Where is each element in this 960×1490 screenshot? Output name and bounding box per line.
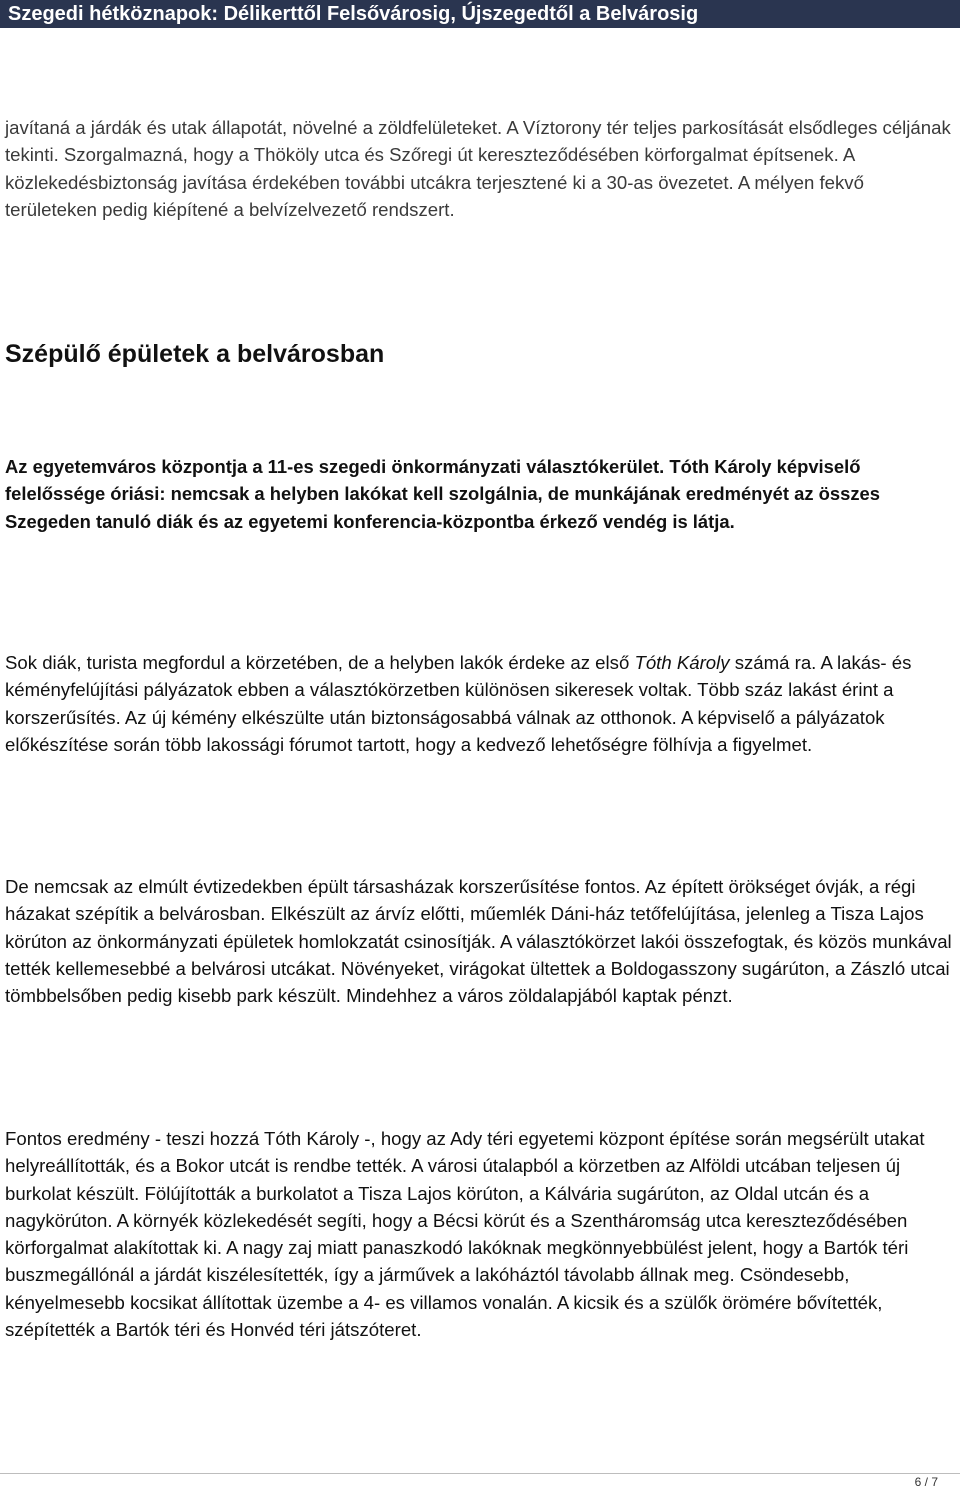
lead-paragraph: Az egyetemváros központja a 11-es szegedi önkormányzati választókerület. Tóth Károly képviselő felelőssége óriási: nemcsak a helyben lakókat kell szolgálnia, de munkájának eredményét az összes Szegeden tanuló diák és az egyetemi konferencia-központba érkező vendég is látja. — [5, 456, 880, 532]
footer-divider — [0, 1473, 960, 1474]
intro-paragraph: javítaná a járdák és utak állapotát, növelné a zöldfelületeket. A Víztorony tér teljes parkosítását elsődleges céljának tekinti. Szorgalmazná, hogy a Thököly utca és Szőregi út kereszteződésében körforgalmat építsenek. A közlekedésbiztonság javítása érdekében további utcákra terjesztené ki a 30-as övezetet. A mélyen fekvő területeken pedig kiépítené a belvízelvezető rendszert. — [5, 117, 951, 220]
paragraph-3: De nemcsak az elmúlt évtizedekben épült társasházak korszerűsítése fontos. Az épített örökséget óvják, a régi házakat szépítik a belvárosban. Elkészült az árvíz előtti, műemlék Dáni-ház tetőfelújítása, jelenleg a Tisza Lajos körúton az önkormányzati épületek homlokzatát csinosítják. A választókörzet lakói összefogtak, és közös munkával tették kellemesebbé a belvárosi utcákat. Növényeket, virágokat ültettek a Boldogasszony sugárúton, a Zászló utcai tömbbelsőben pedig kisebb park készült. Mindehhez a város zöldalapjából kaptak pénzt. — [5, 876, 952, 1007]
paragraph-2-name: Tóth Károly — [634, 652, 730, 673]
paragraph-2 — [5, 649, 953, 758]
paragraph-2-text-a: Sok diák, turista megfordul a körzetében, de a helyben lakók érdeke az első — [5, 652, 635, 673]
header-title: Szegedi hétköznapok: Délikerttől Felsővárosig, Újszegedtől a Belvárosig — [8, 2, 699, 25]
page-header — [0, 0, 960, 28]
paragraph-4: Fontos eredmény - teszi hozzá Tóth Károly -, hogy az Ady téri egyetemi központ építése során megsérült utakat helyreállították, és a Bokor utcát is rendbe tették. A városi útalapból a körzetben az Alföldi utcában teljesen új burkolat készült. Fölújították a burkolatot a Tisza Lajos körúton, a Kálvária sugárúton, az Oldal utcán és a nagykörúton. A környék közlekedését segíti, hogy a Bécsi körút és a Szentháromság utca kereszteződésében körforgalmat alakítottak ki. A nagy zaj miatt panaszkodó lakóknak megkönnyebbülést jelent, hogy a Bartók téri buszmegállónál a járdát kiszélesítették, így a járművek a lakóháztól távolabb állnak meg. Csöndesebb, kényelmesebb kocsikat állítottak üzembe a 4- es villamos vonalán. A kicsik és a szülők örömére bővítették, szépítették a Bartók téri és Honvéd téri játszóteret. — [5, 1128, 925, 1341]
section-heading: Szépülő épületek a belvárosban — [5, 340, 385, 368]
page-number: 6 / 7 — [914, 1475, 938, 1489]
paragraph-2-text-b: számá ra. A lakás- és kéményfelújítási pályázatok ebben a választókörzetben különösen sikeresek voltak. Több száz lakást érint a korszerűsítés. Az új kémény elkészülte után biztonságosabbá válnak az otthonok. A képviselő a pályázatok előkészítése során több lakossági fórumot tartott, hogy a kedvező lehetőségre fölhívja a figyelmet. — [5, 652, 912, 755]
